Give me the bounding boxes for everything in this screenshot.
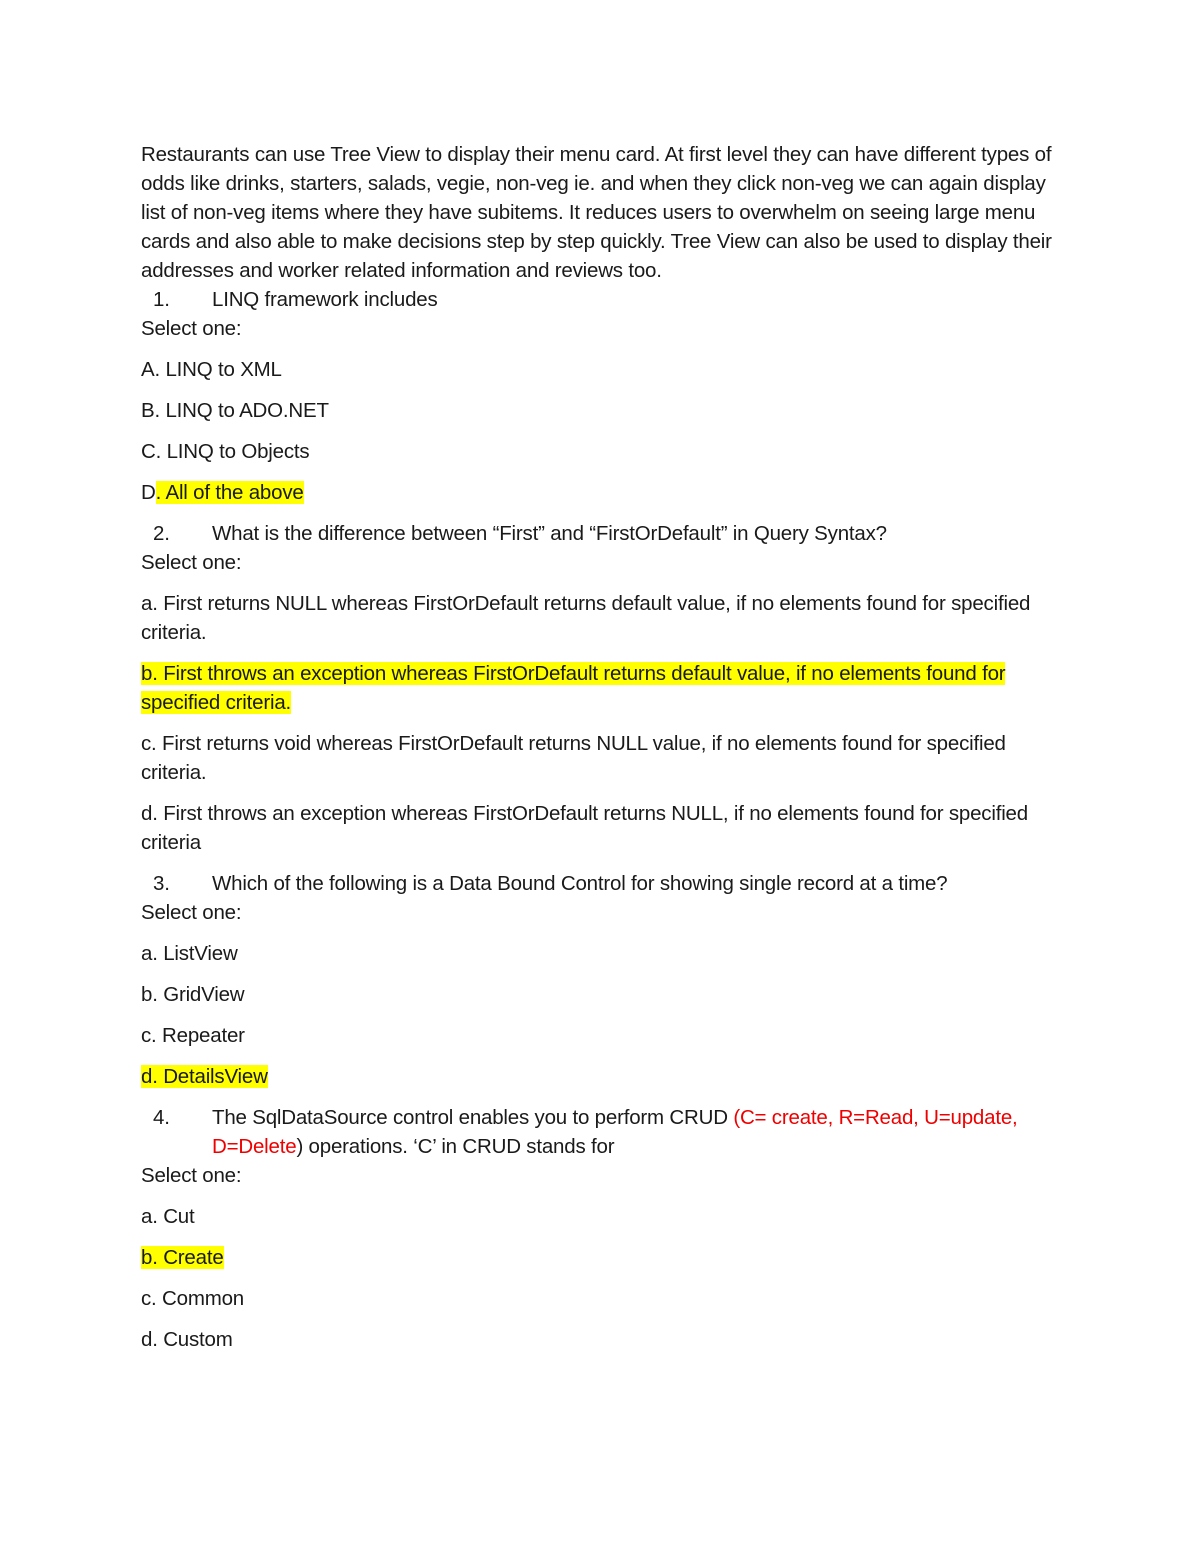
- question-1: [141, 285, 1061, 314]
- q2-option-c: c. First returns void whereas FirstOrDefault returns NULL value, if no elements found for specified criteria.: [141, 732, 1006, 784]
- q3-option-b: b. GridView: [141, 983, 245, 1006]
- q1-option-a: A. LINQ to XML: [141, 358, 282, 381]
- q3-option-d-highlighted-answer: d. DetailsView: [141, 1065, 268, 1088]
- q1-option-d: [141, 478, 1061, 507]
- question-2-text: What is the difference between “First” and “FirstOrDefault” in Query Syntax?: [212, 522, 887, 545]
- q4-option-c: c. Common: [141, 1287, 245, 1310]
- q3-option-c: c. Repeater: [141, 1024, 245, 1047]
- question-3: [141, 869, 1061, 898]
- question-4-crud-definition: (C= create, R=Read, U=update, D=Delete: [212, 1106, 1018, 1158]
- q1-option-b: B. LINQ to ADO.NET: [141, 399, 329, 422]
- q1-option-d-prefix: D: [141, 481, 156, 504]
- select-one-label: Select one:: [141, 1164, 242, 1187]
- question-2: [141, 519, 1061, 548]
- q1-option-d-highlighted-answer: . All of the above: [155, 481, 304, 504]
- question-3-text: Which of the following is a Data Bound Control for showing single record at a time?: [212, 872, 948, 895]
- q4-option-a: a. Cut: [141, 1205, 195, 1228]
- q4-option-b: [141, 1243, 1061, 1272]
- q2-option-b-highlighted-answer: b. First throws an exception whereas FirstOrDefault returns default value, if no elements found for specified criteria.: [141, 662, 1006, 714]
- question-2-number: 2.: [153, 522, 170, 545]
- q4-option-b-highlighted-answer: b. Create: [141, 1246, 224, 1269]
- q2-option-a: a. First returns NULL whereas FirstOrDefault returns default value, if no elements found for specified criteria.: [141, 592, 1031, 644]
- question-1-text: LINQ framework includes: [212, 288, 438, 311]
- select-one-label: Select one:: [141, 317, 242, 340]
- q3-option-a: a. ListView: [141, 942, 238, 965]
- q2-option-d: d. First throws an exception whereas FirstOrDefault returns NULL, if no elements found for specified criteria: [141, 802, 1028, 854]
- q4-option-d: d. Custom: [141, 1328, 233, 1351]
- intro-paragraph: Restaurants can use Tree View to display their menu card. At first level they can have different types of odds like drinks, starters, salads, vegie, non-veg ie. and when they click non-veg we can again display list of non-veg items where they have subitems. It reduces users to overwhelm on seeing large menu cards and also able to make decisions step by step quickly. Tree View can also be used to display their addresses and worker related information and reviews too.: [141, 143, 1052, 282]
- question-3-number: 3.: [153, 872, 170, 895]
- document-content: [141, 140, 1061, 1366]
- q3-option-d: [141, 1062, 1061, 1091]
- q2-option-b: [141, 659, 1061, 717]
- select-one-label: Select one:: [141, 551, 242, 574]
- question-4-text-before: The SqlDataSource control enables you to perform CRUD: [212, 1106, 734, 1129]
- question-4: [141, 1103, 1061, 1161]
- question-1-number: 1.: [153, 288, 170, 311]
- question-4-text-after: ) operations. ‘C’ in CRUD stands for: [296, 1135, 615, 1158]
- question-4-number: 4.: [153, 1106, 170, 1129]
- q1-option-c: C. LINQ to Objects: [141, 440, 310, 463]
- select-one-label: Select one:: [141, 901, 242, 924]
